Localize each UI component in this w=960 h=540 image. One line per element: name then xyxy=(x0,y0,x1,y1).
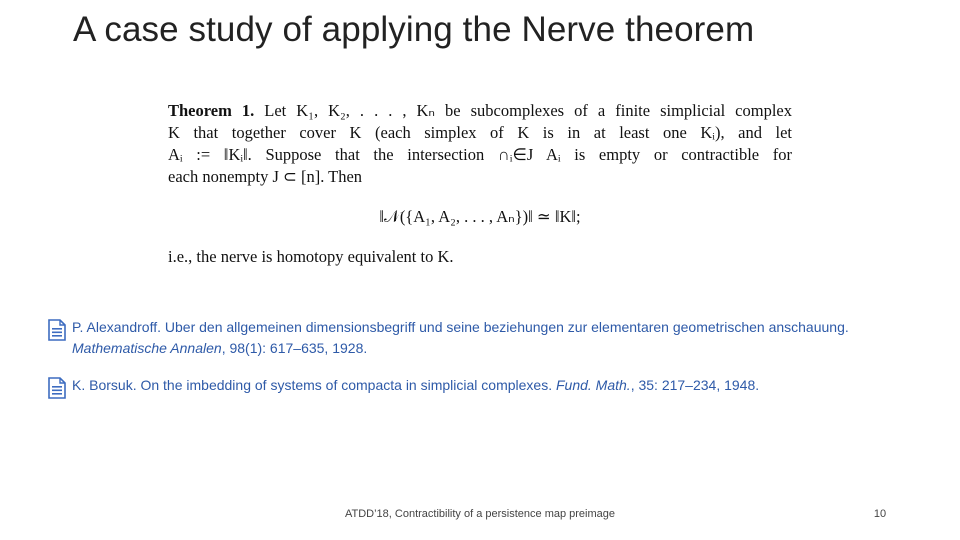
slide-title: A case study of applying the Nerve theorem xyxy=(73,10,755,49)
theorem-line xyxy=(168,100,792,122)
reference-text: K. Borsuk. On the imbedding of systems of compacta in simplicial complexes. xyxy=(72,377,556,393)
theorem-conclusion: i.e., the nerve is homotopy equivalent to K. xyxy=(168,247,454,266)
reference-list xyxy=(48,317,928,412)
footer-caption: ATDD’18, Contractibility of a persistence map preimage xyxy=(344,508,616,520)
reference-details: , 98(1): 617–635, 1928. xyxy=(221,340,368,356)
document-icon xyxy=(48,319,66,341)
theorem-line: K that together cover K (each simplex of K is in at least one Kᵢ), and let xyxy=(168,123,792,142)
reference-journal: Fund. Math. xyxy=(555,377,631,393)
reference-item[interactable] xyxy=(48,375,928,396)
theorem-line: each nonempty J ⊂ [n]. Then xyxy=(168,167,363,186)
reference-text: P. Alexandroff. Uber den allgemeinen dimensionsbegriff und seine beziehungen zur elementaren geometrischen anschauung. xyxy=(72,319,849,335)
theorem-formula: ‖𝒩({A₁, A₂, . . . , Aₙ})‖ ≃ ‖K‖; xyxy=(379,207,581,226)
reference-details: , 35: 217–234, 1948. xyxy=(630,377,760,393)
theorem-text: Let K₁, K₂, . . . , Kₙ be subcomplexes of a finite simplicial complex xyxy=(264,101,792,120)
reference-journal: Mathematische Annalen xyxy=(72,340,222,356)
theorem-label: Theorem 1. xyxy=(168,101,255,120)
document-icon xyxy=(48,377,66,399)
theorem-block xyxy=(168,100,792,268)
reference-item[interactable] xyxy=(48,317,928,359)
theorem-line: Aᵢ := ‖Kᵢ‖. Suppose that the intersection ∩ᵢ∈J Aᵢ is empty or contractible for xyxy=(168,145,792,164)
page-number: 10 xyxy=(873,508,887,520)
